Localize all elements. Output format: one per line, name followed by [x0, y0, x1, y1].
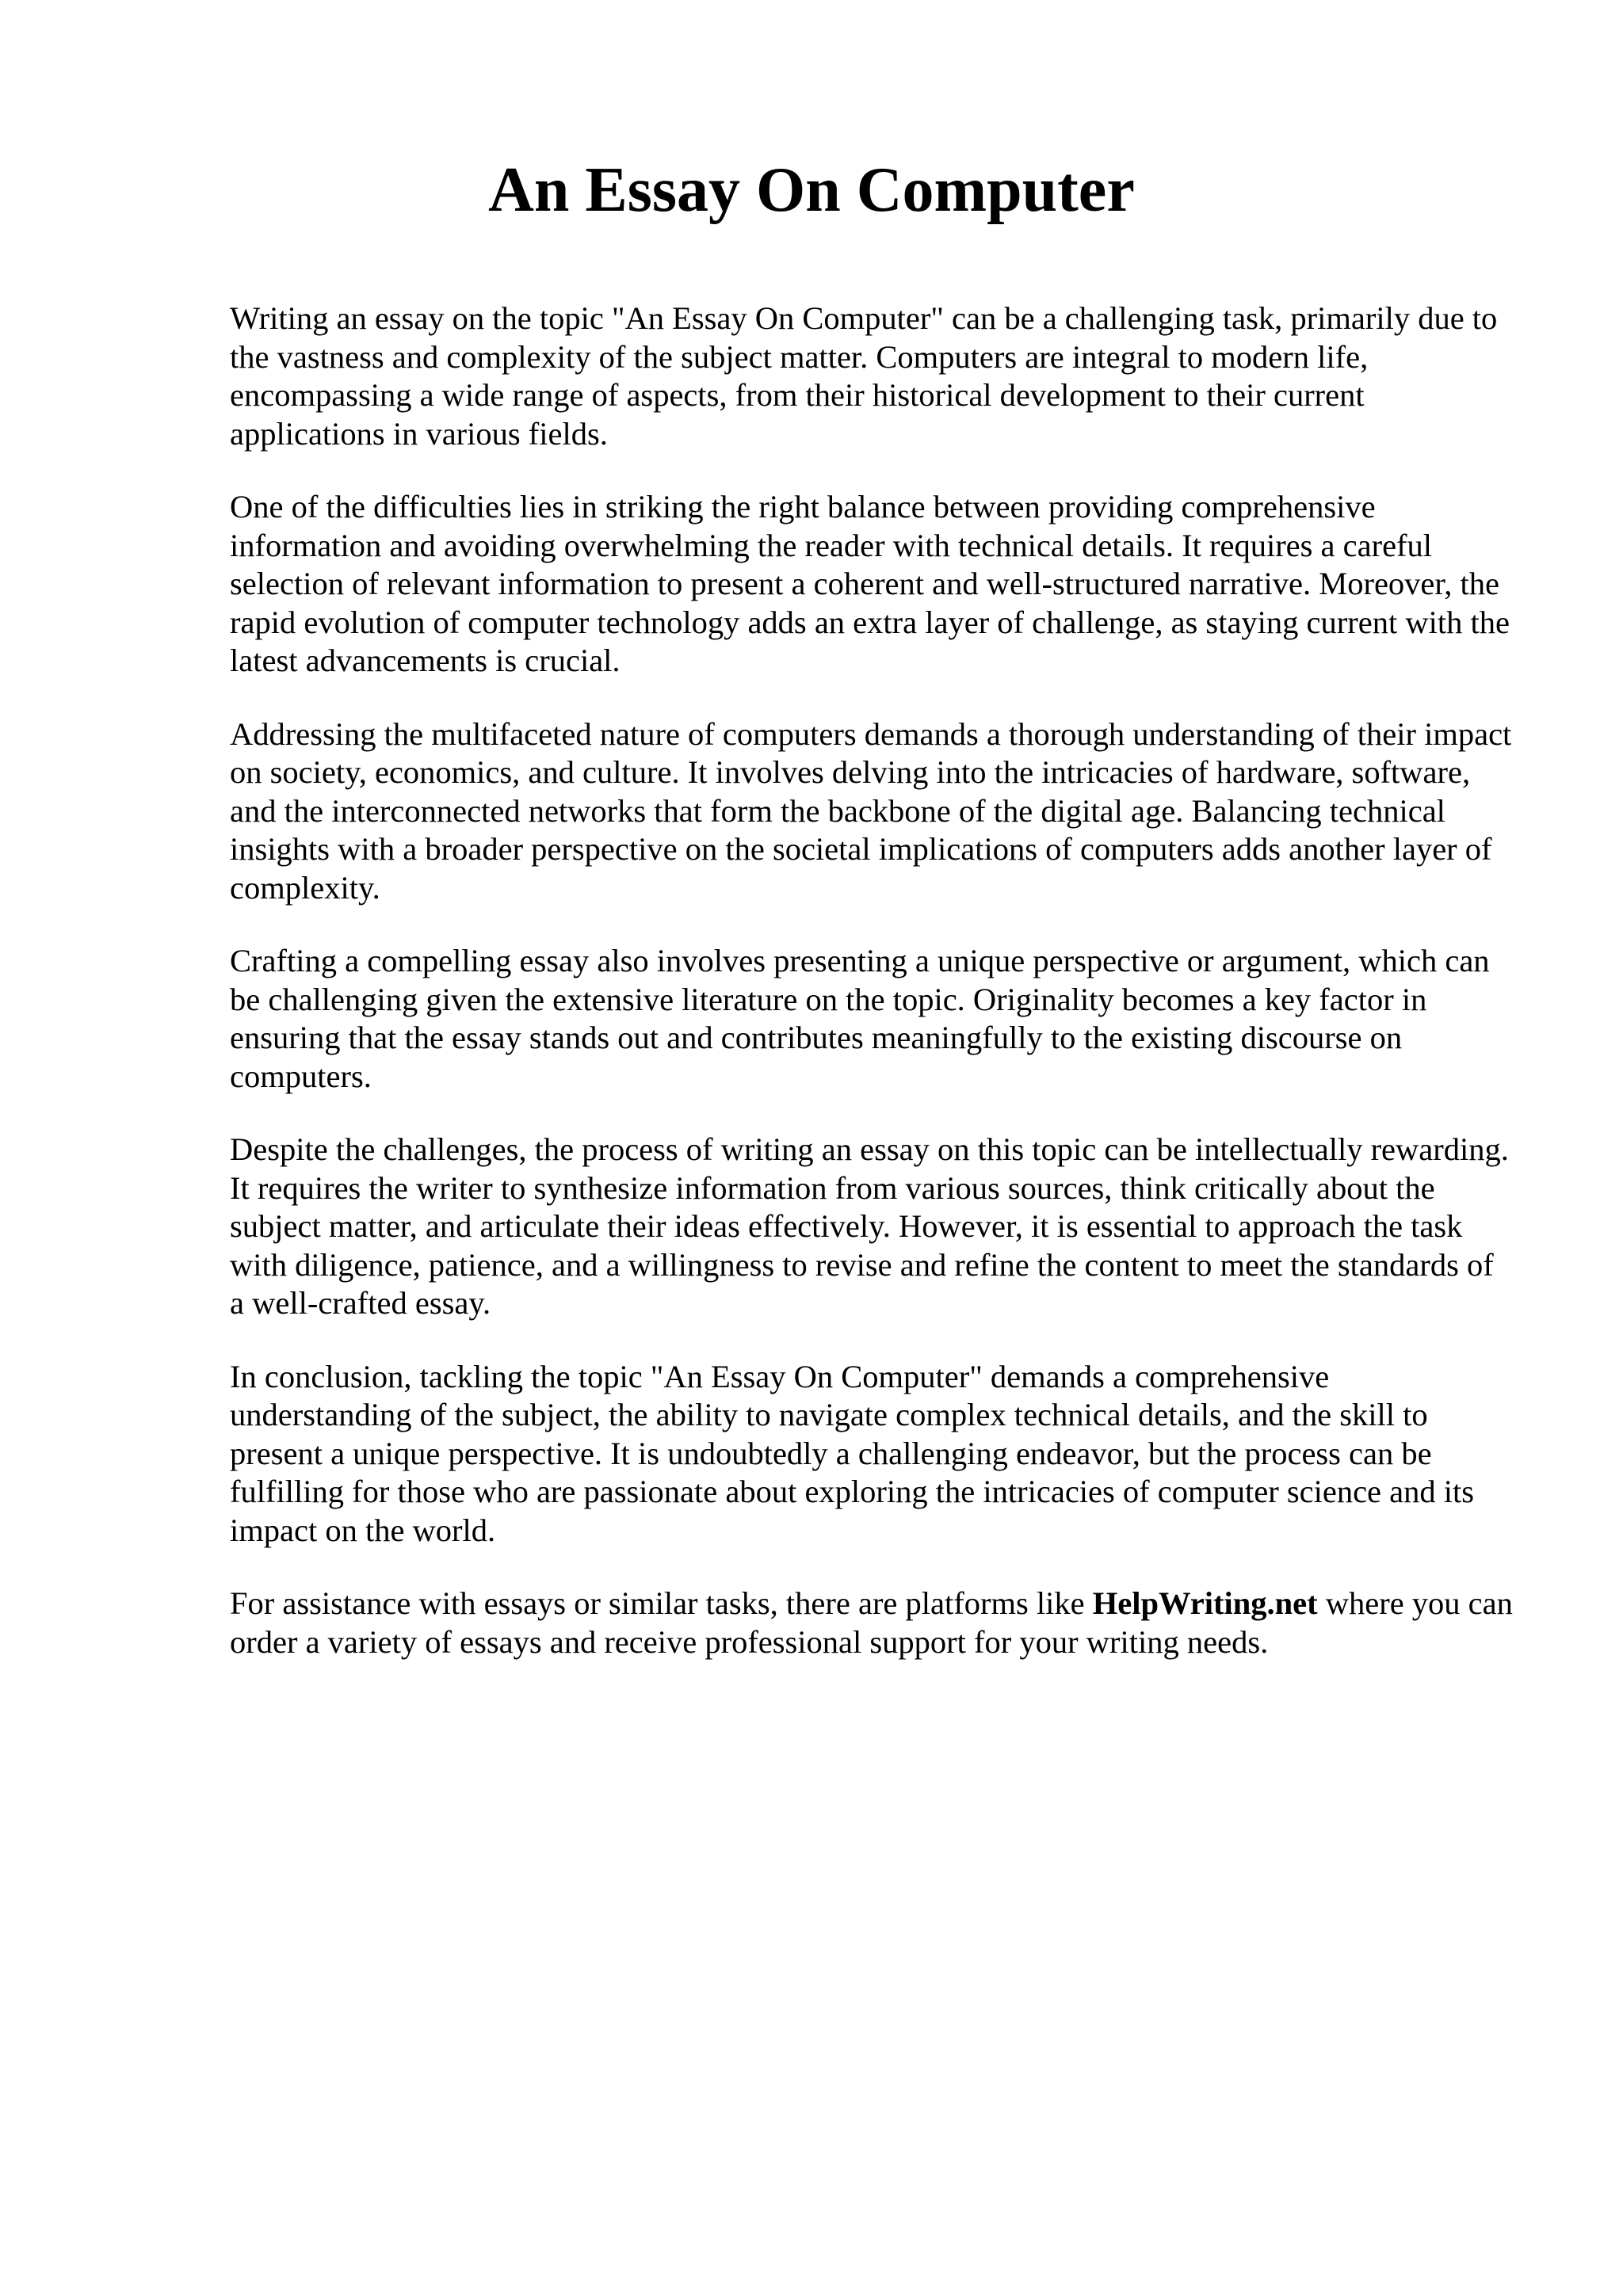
- paragraph-4: Crafting a compelling essay also involves presenting a unique perspective or argument, which can be challenging given the extensive literature on the topic. Originality becomes a key factor in ensuring that the essay stands out and contributes meaningfully to the existing discourse on computers.: [230, 943, 1490, 1094]
- closing-paragraph: [230, 1585, 1514, 1661]
- closing-text-after: where you can order a variety of essays and receive professional support for your writing needs.: [230, 1585, 1513, 1660]
- closing-text-before: For assistance with essays or similar tasks, there are platforms like: [230, 1585, 1093, 1621]
- paragraph-2: One of the difficulties lies in striking the right balance between providing comprehensive information and avoiding overwhelming the reader with technical details. It requires a careful selection of relevant information to present a coherent and well-structured narrative. Moreover, the rapid evolution of computer technology adds an extra layer of challenge, as staying current with the latest advancements is crucial.: [230, 489, 1510, 678]
- paragraph-1: Writing an essay on the topic "An Essay On Computer" can be a challenging task, primarily due to the vastness and complexity of the subject matter. Computers are integral to modern life, encompassing a wide range of aspects, from their historical development to their current applications in various fields.: [230, 300, 1498, 452]
- brand-name: HelpWriting.net: [1092, 1585, 1318, 1621]
- document-body: [230, 299, 1514, 1661]
- paragraph-3: Addressing the multifaceted nature of computers demands a thorough understanding of their impact on society, economics, and culture. It involves delving into the intricacies of hardware, software, and the interconnected networks that form the backbone of the digital age. Balancing technical insights with a broader perspective on the societal implications of computers adds another layer of complexity.: [230, 715, 1512, 906]
- paragraph-6: In conclusion, tackling the topic "An Essay On Computer" demands a comprehensive understanding of the subject, the ability to navigate complex technical details, and the skill to present a unique perspective. It is undoubtedly a challenging endeavor, but the process can be fulfilling for those who are passionate about exploring the intricacies of computer science and its impact on the world.: [230, 1358, 1475, 1548]
- document-title: An Essay On Computer: [488, 155, 1135, 225]
- paragraph-5: Despite the challenges, the process of writing an essay on this topic can be intellectually rewarding. It requires the writer to synthesize information from various sources, think critically about the subject matter, and articulate their ideas effectively. However, it is essential to approach the task with diligence, patience, and a willingness to revise and refine the content to meet the standards of a well-crafted essay.: [230, 1131, 1509, 1321]
